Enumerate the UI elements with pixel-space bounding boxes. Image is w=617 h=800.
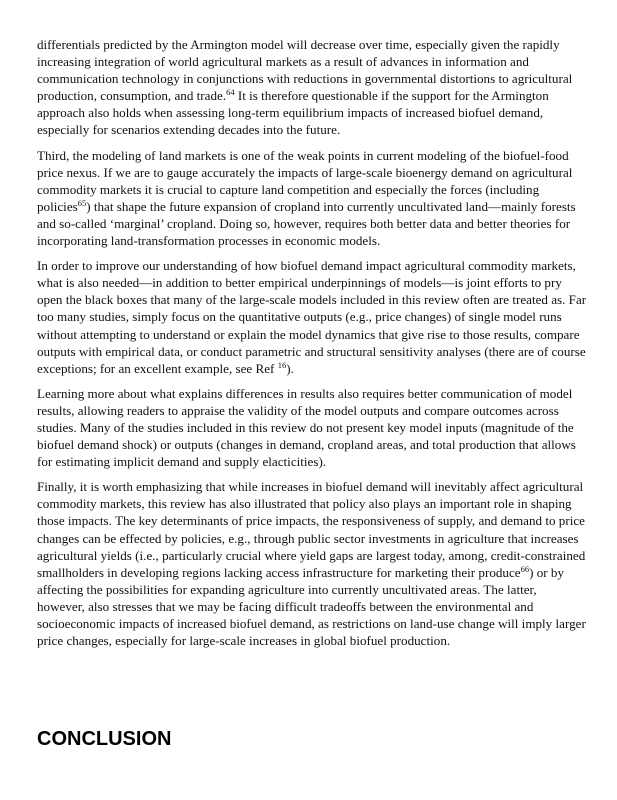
paragraph-text: differentials predicted by the Armington model will decrease over time, especially given the rapidly increasing integration of world agricultural markets as a result of advances in information and communication technology in conjunctions with reductions in governmental distortions to agricultural production, consumption, and trade.: [37, 37, 573, 104]
footnote-ref-66[interactable]: 66: [520, 563, 530, 574]
paragraph-text: In order to improve our understanding of how biofuel demand impact agricultural commodity markets, what is also needed—in addition to better empirical underpinnings of models—is joint efforts to pry open the black boxes that many of the large-scale models included in this review often are treated as. Far too many studies, simply focus on the quantitative outputs (e.g., price changes) of single model runs without attempting to understand or explain the model dynamics that give rise to those results, compare outputs with empirical data, or conduct parametric and structural sensitivity analyses (there are of course exceptions; for an excellent example, see Ref: [37, 258, 587, 376]
paragraph-text: It is therefore questionable if the support for the Armington approach also holds when assessing long-term equilibrium impacts of increased biofuel demand, especially for scenarios extending decades into the future.: [37, 88, 549, 138]
section-heading-conclusion: CONCLUSION: [37, 728, 172, 750]
paragraph-text: ).: [286, 360, 294, 376]
paragraph-black-boxes: [37, 257, 587, 377]
paragraph-land-markets: [37, 147, 587, 250]
paragraph-policy-role: [37, 478, 587, 649]
paragraph-communication-of-results: [37, 385, 587, 470]
footnote-ref-16[interactable]: 16: [277, 359, 287, 370]
footnote-ref-65[interactable]: 65: [77, 197, 87, 208]
paragraph-armington-differentials: [37, 36, 587, 139]
paragraph-text: ) or by affecting the possibilities for expanding agriculture into currently uncultivated areas. The latter, however, also stresses that we may be facing difficult tradeoffs between the environmental and socioeconomic impacts of increased biofuel demand, as restrictions on land-use change will imply larger price changes, especially for large-scale increases in global biofuel production.: [37, 564, 586, 649]
paragraph-text: Learning more about what explains differences in results also requires better communication of model results, allowing readers to appraise the validity of the model outputs and compare outcomes across studies. Many of the studies included in this review do not present key model inputs (magnitude of the biofuel demand shock) or outputs (changes in demand, cropland areas, and total production that allows for estimating implicit demand and supply elacticities).: [37, 385, 576, 470]
footnote-ref-64[interactable]: 64: [226, 87, 235, 98]
article-body: [37, 36, 587, 657]
paragraph-text: Finally, it is worth emphasizing that while increases in biofuel demand will inevitably affect agricultural commodity markets, this review has also illustrated that policy also plays an important role in shaping those impacts. The key determinants of price impacts, the responsiveness of supply, and demand to price changes can be effected by policies, e.g., through public sector investments in agriculture that increases agricultural yields (i.e., particularly crucial where yield gaps are largest today, among, credit-constrained smallholders in developing regions lacking access infrastructure for marketing their produce: [37, 479, 586, 580]
paragraph-text: Third, the modeling of land markets is one of the weak points in current modeling of the biofuel-food price nexus. If we are to gauge accurately the impacts of large-scale bioenergy demand on agricultural commodity markets it is crucial to capture land competition and especially the forces (including policies: [37, 147, 573, 214]
paragraph-text: ) that shape the future expansion of cropland into currently uncultivated land—mainly forests and so-called ‘marginal’ cropland. Doing so, however, requires both better data and better theories for incorporating land-transformation processes in economic models.: [37, 198, 576, 249]
